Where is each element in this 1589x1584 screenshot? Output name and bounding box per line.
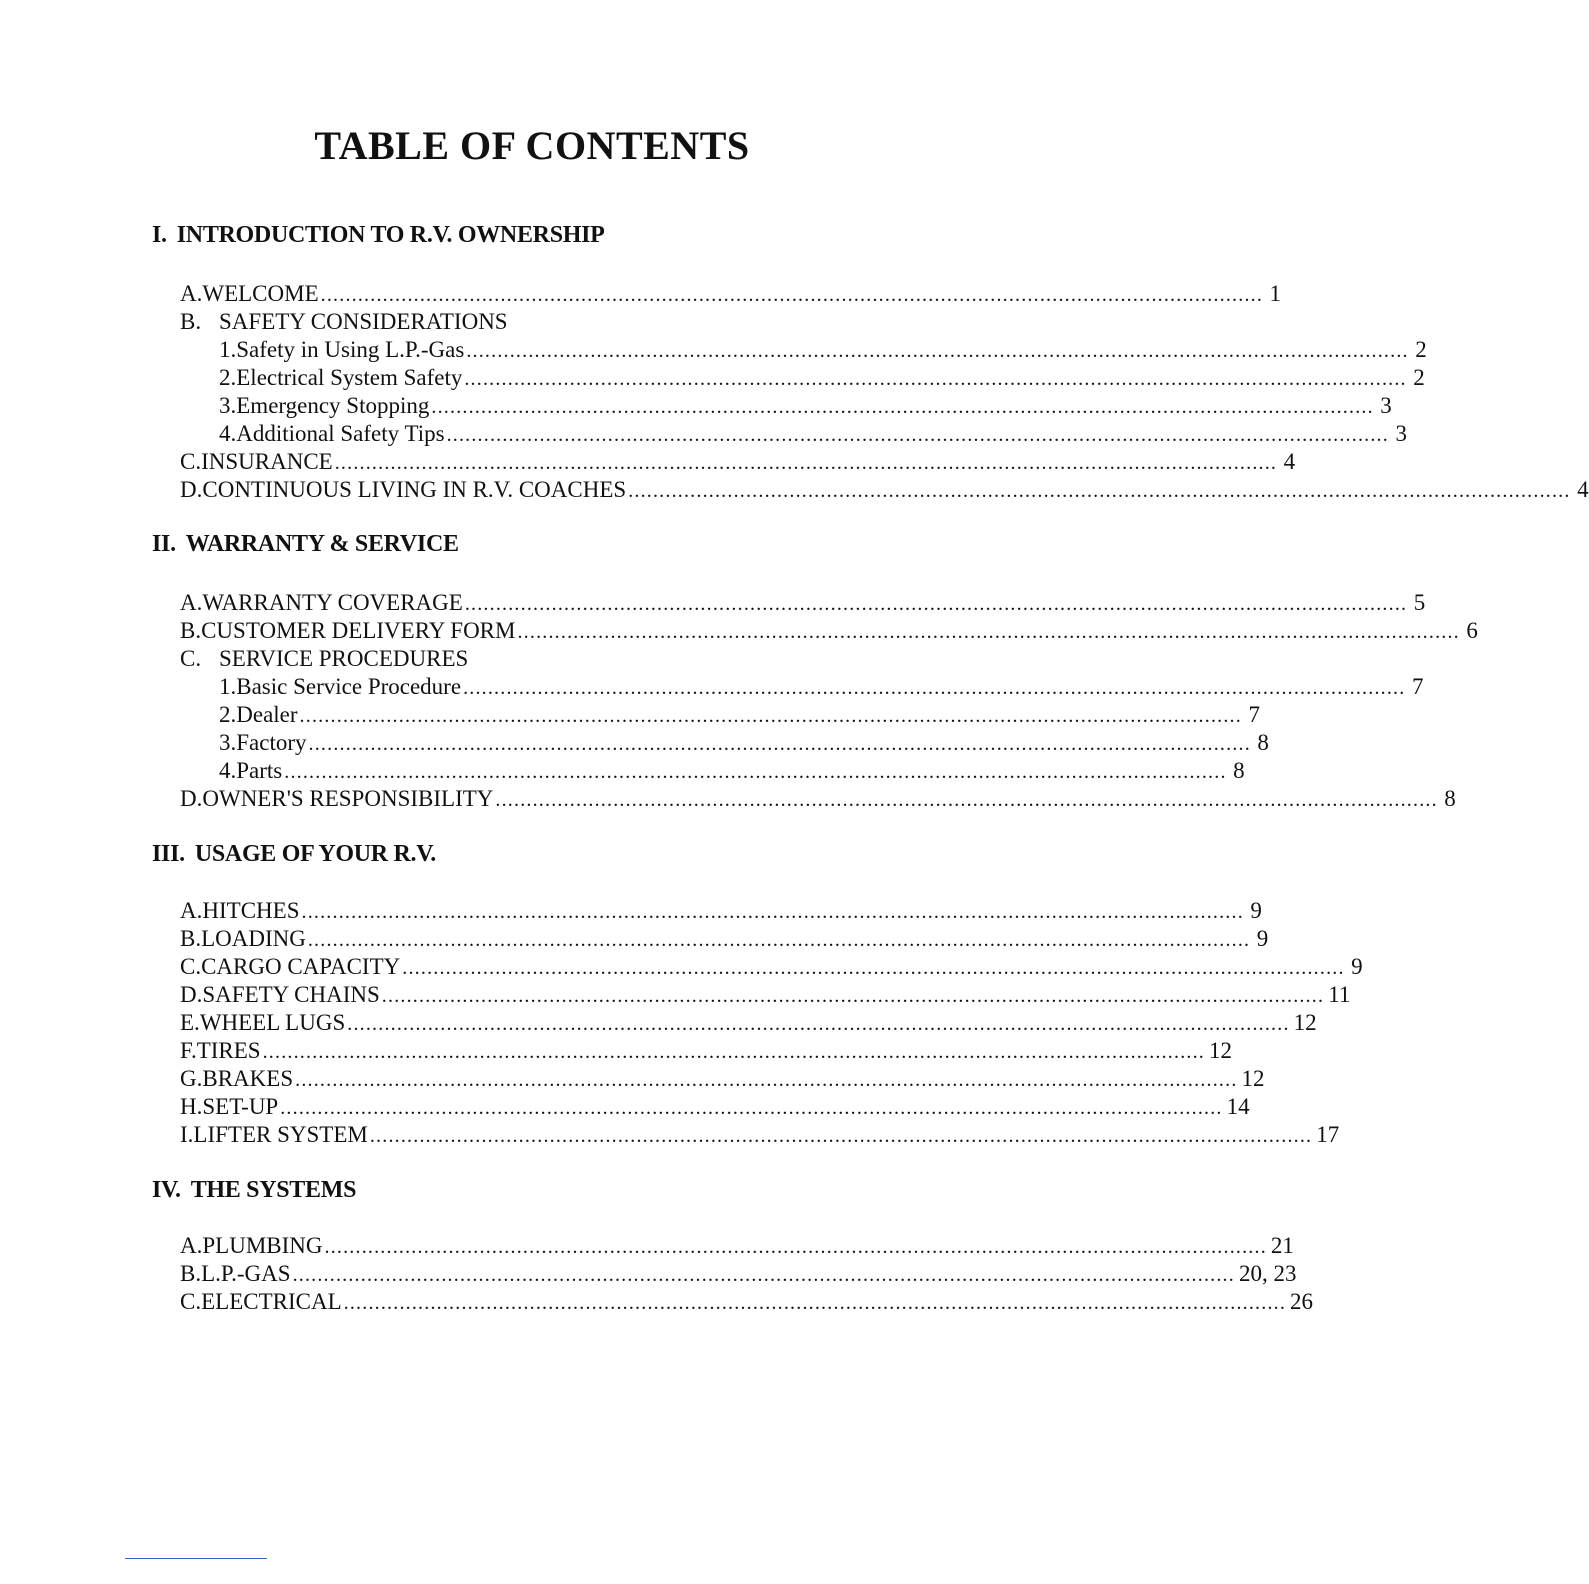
entry-page: 17 <box>1316 1122 1340 1147</box>
toc-entry <box>180 1232 1294 1260</box>
entry-label: Factory <box>236 730 307 755</box>
entry-page: 7 <box>1248 702 1260 727</box>
toc-subentry <box>219 336 1427 364</box>
section-title: THE SYSTEMS <box>190 1177 357 1203</box>
entry-letter: A. <box>180 590 203 615</box>
toc-entry <box>180 925 1269 953</box>
section-heading-1 <box>152 222 605 249</box>
toc-entry <box>180 448 1296 476</box>
entry-letter: D. <box>180 982 203 1007</box>
section-heading-4 <box>152 1177 356 1204</box>
leader-dots: ........................................................................................................................................................ <box>628 480 1571 502</box>
entry-page: 8 <box>1444 786 1456 811</box>
entry-page: 9 <box>1250 898 1262 923</box>
leader-dots: ........................................................................................................................................................ <box>495 789 1438 811</box>
entry-letter: C. <box>180 646 202 671</box>
entry-label: CARGO CAPACITY <box>201 954 401 979</box>
entry-page: 4 <box>1283 449 1296 474</box>
entry-page: 3 <box>1380 393 1392 418</box>
entry-number: 1. <box>219 674 237 699</box>
entry-label: Electrical System Safety <box>236 365 463 390</box>
entry-page: 14 <box>1226 1094 1250 1119</box>
entry-label: SERVICE PROCEDURES <box>219 646 469 671</box>
entry-label: WARRANTY COVERAGE <box>202 590 463 615</box>
leader-dots: ........................................................................................................................................................ <box>431 396 1374 418</box>
toc-entry <box>180 1037 1232 1065</box>
leader-dots: ........................................................................................................................................................ <box>307 929 1251 951</box>
leader-dots: ........................................................................................................................................................ <box>320 284 1264 306</box>
toc-subentry <box>219 392 1392 420</box>
entry-label: Safety in Using L.P.-Gas <box>236 337 465 362</box>
toc-entry <box>180 280 1282 308</box>
entry-label: Parts <box>236 758 283 783</box>
toc-entry <box>180 1260 1297 1288</box>
entry-number: 3. <box>219 730 237 755</box>
leader-dots: ........................................................................................................................................................ <box>369 1125 1313 1147</box>
entry-page: 4 <box>1577 477 1589 502</box>
leader-dots: ........................................................................................................................................................ <box>292 1264 1235 1286</box>
leader-dots: ........................................................................................................................................................ <box>284 761 1227 783</box>
toc-entry <box>180 1093 1250 1121</box>
toc-entry <box>180 785 1456 813</box>
entry-page: 20, 23 <box>1238 1261 1297 1286</box>
toc-entry <box>180 1121 1340 1149</box>
entry-label: Dealer <box>236 702 298 727</box>
entry-page: 12 <box>1293 1010 1317 1035</box>
toc-subentry <box>219 364 1425 392</box>
entry-label: BRAKES <box>202 1066 294 1091</box>
entry-letter: D. <box>180 477 203 502</box>
entry-label: Additional Safety Tips <box>236 421 445 446</box>
entry-letter: B. <box>180 618 202 643</box>
section-number: I. <box>152 222 167 248</box>
leader-dots: ........................................................................................................................................................ <box>301 901 1244 923</box>
entry-letter: B. <box>180 926 202 951</box>
toc-entry <box>180 308 922 336</box>
entry-label: PLUMBING <box>202 1233 323 1258</box>
entry-letter: A. <box>180 1233 203 1258</box>
leader-dots: ........................................................................................................................................................ <box>308 733 1251 755</box>
entry-label: SAFETY CONSIDERATIONS <box>219 309 508 334</box>
entry-page: 3 <box>1395 421 1407 446</box>
toc-entry <box>180 897 1262 925</box>
leader-dots: ........................................................................................................................................................ <box>517 621 1460 643</box>
entry-letter: D. <box>180 786 203 811</box>
entry-letter: B. <box>180 309 202 334</box>
entry-page: 12 <box>1241 1066 1265 1091</box>
entry-label: ELECTRICAL <box>201 1289 342 1314</box>
entry-number: 3. <box>219 393 237 418</box>
leader-dots: ........................................................................................................................................................ <box>334 452 1278 474</box>
page-title: TABLE OF CONTENTS <box>314 123 750 168</box>
entry-page: 9 <box>1256 926 1269 951</box>
entry-label: LIFTER SYSTEM <box>193 1122 368 1147</box>
entry-letter: A. <box>180 898 203 923</box>
toc-subentry <box>219 729 1269 757</box>
entry-page: 26 <box>1290 1289 1314 1314</box>
leader-dots: ........................................................................................................................................................ <box>463 677 1406 699</box>
bottom-divider <box>125 1558 267 1559</box>
leader-dots: ........................................................................................................................................................ <box>324 1236 1267 1258</box>
section-number: II. <box>152 531 176 557</box>
entry-letter: G. <box>180 1066 203 1091</box>
entry-label: L.P.-GAS <box>201 1261 291 1286</box>
entry-page: 11 <box>1328 982 1351 1007</box>
section-heading-2 <box>152 531 459 558</box>
entry-label: WHEEL LUGS <box>199 1010 346 1035</box>
toc-entry <box>180 981 1351 1009</box>
entry-label: CONTINUOUS LIVING IN R.V. COACHES <box>202 477 627 502</box>
leader-dots: ........................................................................................................................................................ <box>343 1292 1287 1314</box>
entry-letter: E. <box>180 1010 200 1035</box>
toc-subentry <box>219 420 1407 448</box>
entry-label: CUSTOMER DELIVERY FORM <box>201 618 516 643</box>
section-number: III. <box>152 841 185 867</box>
entry-letter: A. <box>180 281 203 306</box>
entry-number: 2. <box>219 702 237 727</box>
entry-letter: F. <box>180 1038 197 1063</box>
section-title: WARRANTY & SERVICE <box>185 531 459 557</box>
toc-entry <box>180 953 1363 981</box>
leader-dots: ........................................................................................................................................................ <box>280 1097 1223 1119</box>
entry-label: TIRES <box>196 1038 261 1063</box>
entry-letter: H. <box>180 1094 203 1119</box>
toc-entry <box>180 617 1478 645</box>
entry-letter: C. <box>180 954 202 979</box>
entry-page: 8 <box>1233 758 1245 783</box>
leader-dots: ........................................................................................................................................................ <box>299 705 1242 727</box>
toc-entry <box>180 645 922 673</box>
toc-subentry <box>219 673 1424 701</box>
entry-label: WELCOME <box>202 281 319 306</box>
section-title: USAGE OF YOUR R.V. <box>194 841 436 867</box>
toc-entry <box>180 1288 1314 1316</box>
toc-subentry <box>219 701 1260 729</box>
entry-letter: C. <box>180 449 202 474</box>
section-number: IV. <box>152 1177 181 1203</box>
entry-label: SET-UP <box>202 1094 279 1119</box>
entry-letter: I. <box>180 1122 194 1147</box>
entry-page: 8 <box>1257 730 1269 755</box>
section-heading-3 <box>152 841 436 868</box>
entry-letter: C. <box>180 1289 202 1314</box>
entry-page: 1 <box>1269 281 1282 306</box>
entry-number: 1. <box>219 337 237 362</box>
leader-dots: ........................................................................................................................................................ <box>262 1041 1205 1063</box>
entry-letter: B. <box>180 1261 202 1286</box>
entry-page: 7 <box>1411 674 1424 699</box>
leader-dots: ........................................................................................................................................................ <box>402 957 1345 979</box>
leader-dots: ........................................................................................................................................................ <box>466 340 1409 362</box>
entry-label: INSURANCE <box>201 449 333 474</box>
entry-number: 2. <box>219 365 237 390</box>
entry-label: SAFETY CHAINS <box>202 982 380 1007</box>
leader-dots: ........................................................................................................................................................ <box>295 1069 1238 1091</box>
leader-dots: ........................................................................................................................................................ <box>381 985 1325 1007</box>
entry-page: 12 <box>1209 1038 1232 1063</box>
toc-entry <box>180 589 1426 617</box>
leader-dots: ........................................................................................................................................................ <box>464 368 1407 390</box>
toc-entry <box>180 1065 1265 1093</box>
toc-subentry <box>219 757 1245 785</box>
entry-page: 9 <box>1351 954 1363 979</box>
leader-dots: ........................................................................................................................................................ <box>347 1013 1290 1035</box>
section-title: INTRODUCTION TO R.V. OWNERSHIP <box>176 222 605 248</box>
toc-entry <box>180 476 1589 504</box>
entry-number: 4. <box>219 421 237 446</box>
entry-page: 6 <box>1466 618 1478 643</box>
entry-label: OWNER'S RESPONSIBILITY <box>202 786 494 811</box>
toc-entry <box>180 1009 1317 1037</box>
entry-label: LOADING <box>201 926 306 951</box>
entry-page: 2 <box>1413 365 1425 390</box>
entry-page: 21 <box>1270 1233 1294 1258</box>
entry-label: Basic Service Procedure <box>236 674 462 699</box>
entry-label: HITCHES <box>202 898 300 923</box>
entry-page: 2 <box>1415 337 1427 362</box>
entry-page: 5 <box>1413 590 1426 615</box>
entry-label: Emergency Stopping <box>236 393 430 418</box>
leader-dots: ........................................................................................................................................................ <box>464 593 1408 615</box>
entry-number: 4. <box>219 758 237 783</box>
leader-dots: ........................................................................................................................................................ <box>446 424 1389 446</box>
